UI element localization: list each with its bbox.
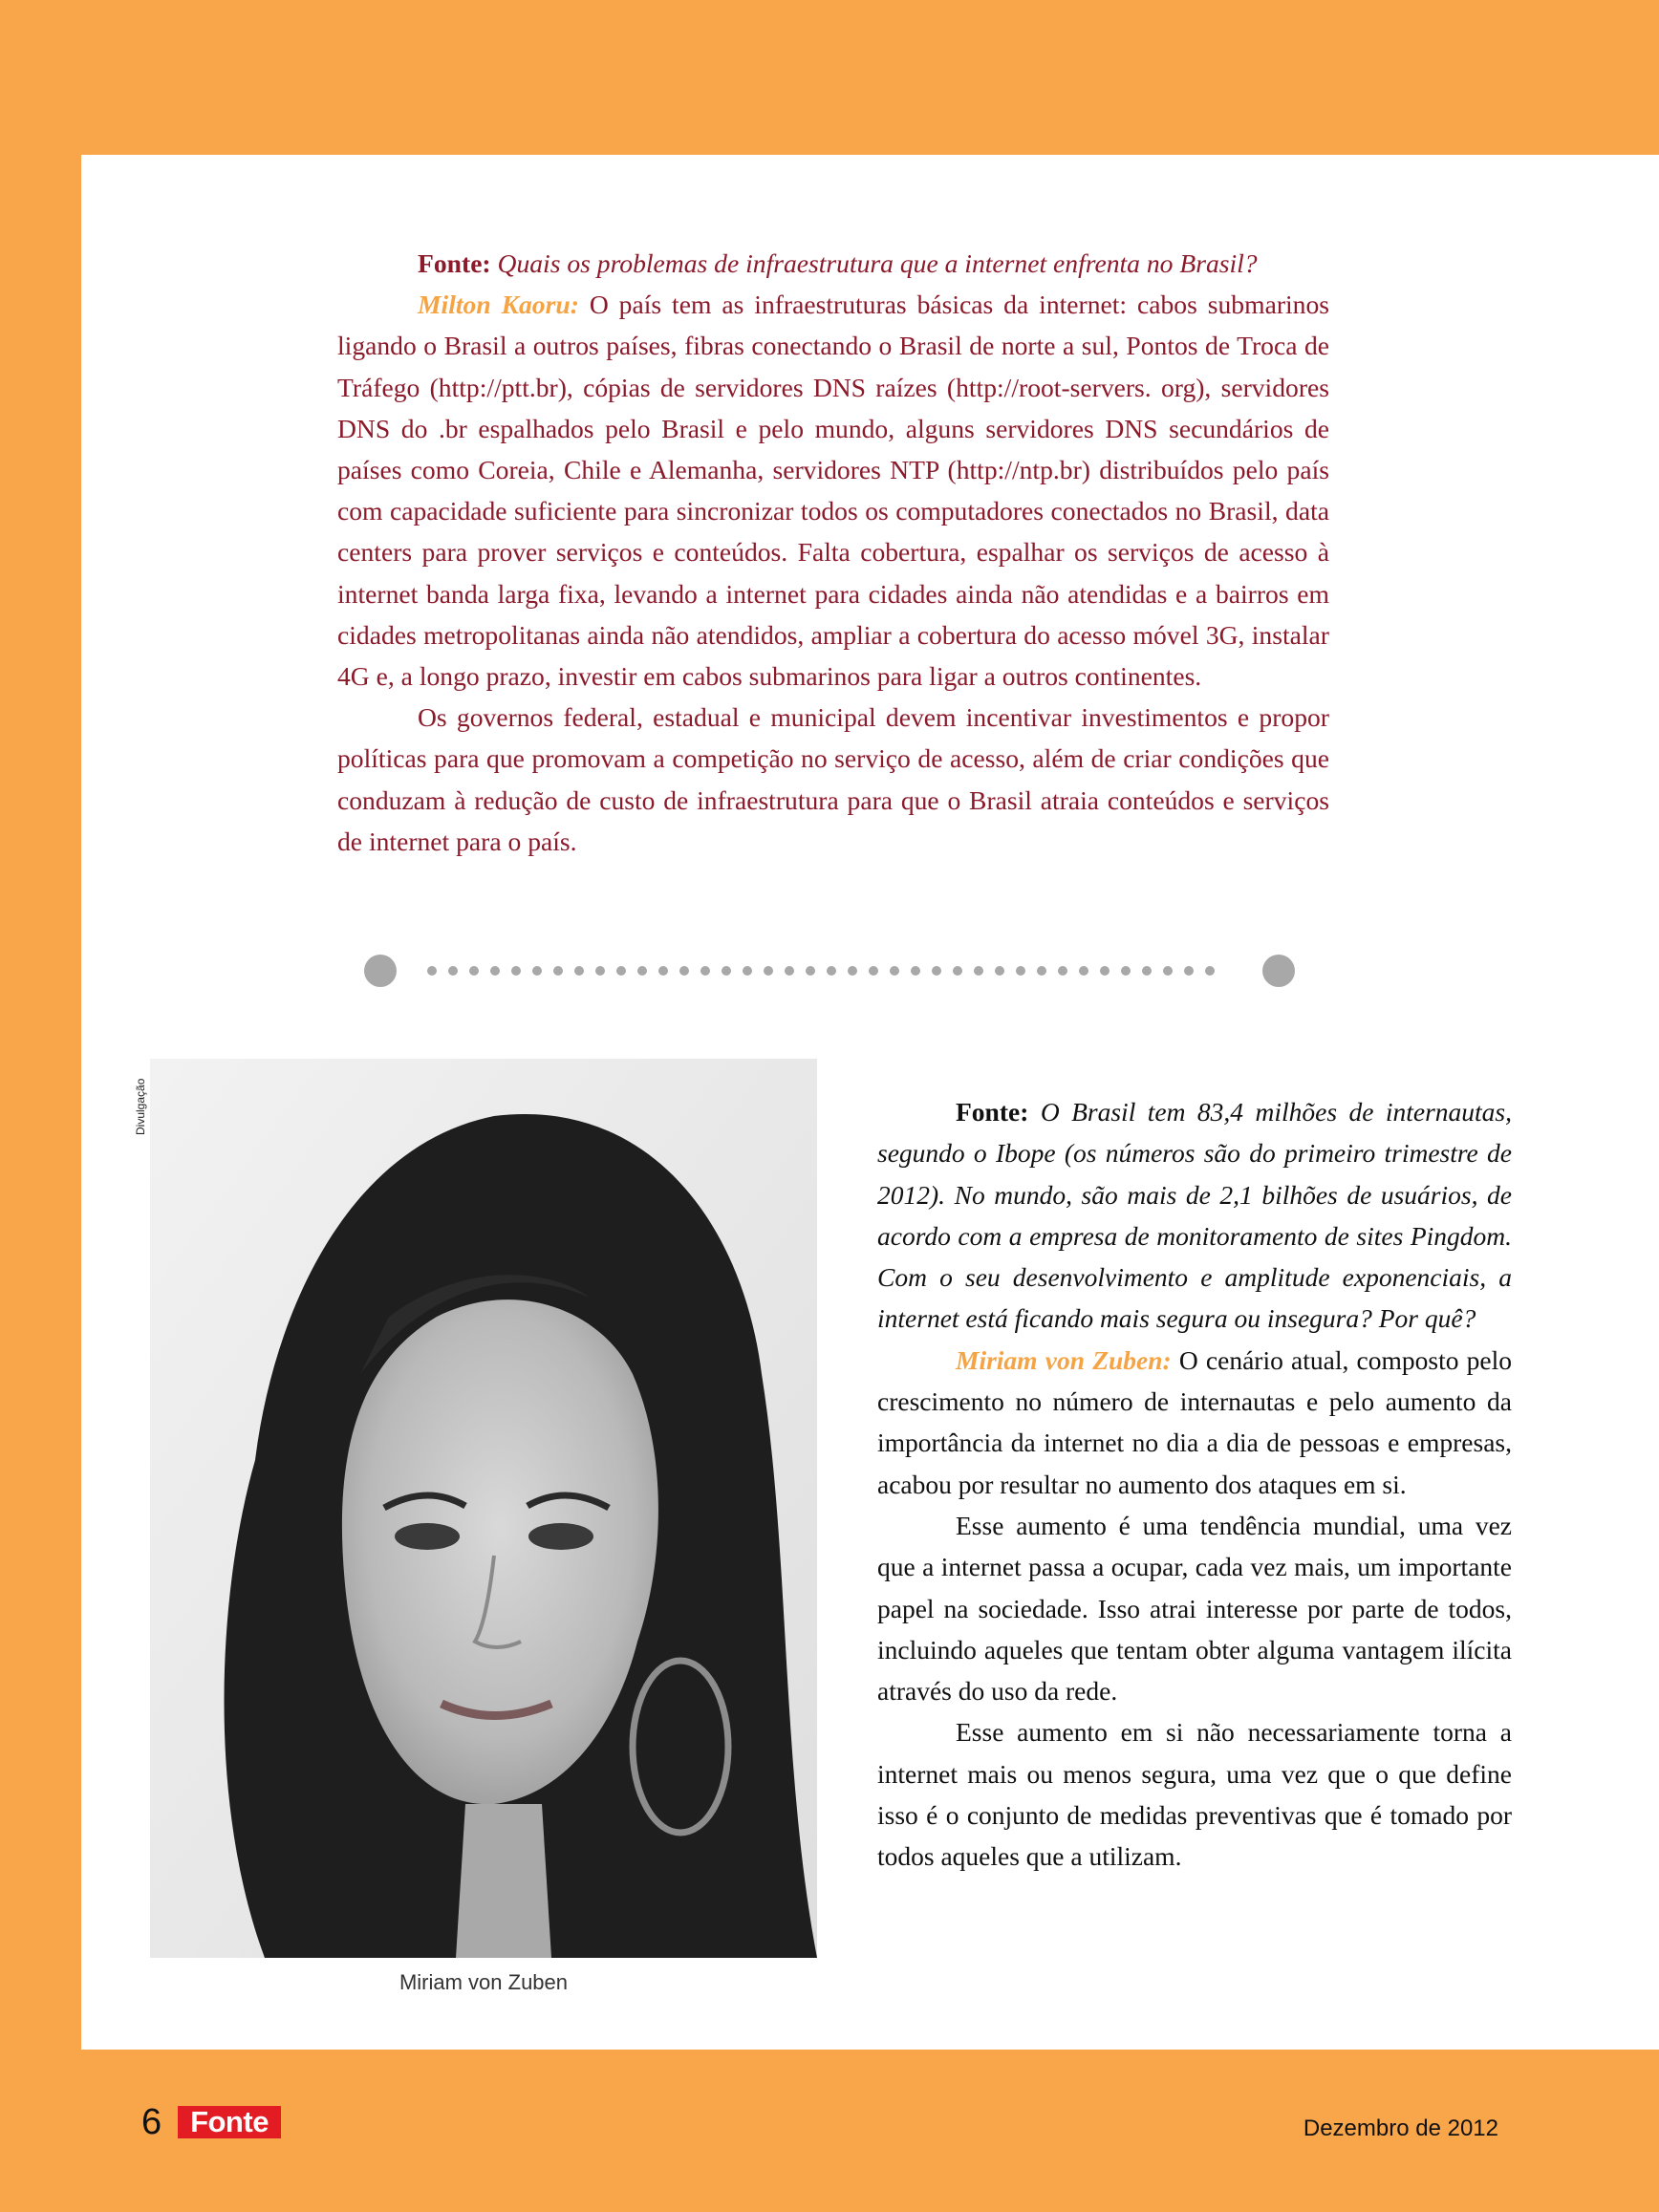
divider-dot <box>679 966 689 976</box>
photo-caption: Miriam von Zuben <box>399 1970 569 1994</box>
divider-dot <box>448 966 458 976</box>
question-label: Fonte: <box>956 1097 1029 1127</box>
divider-dot <box>637 966 647 976</box>
divider-dot <box>595 966 605 976</box>
interview-block-top <box>337 243 1329 862</box>
divider-dot <box>827 966 836 976</box>
question-label: Fonte: <box>418 248 491 278</box>
divider-dot <box>427 966 437 976</box>
speaker-name: Milton Kaoru: <box>418 290 579 320</box>
divider-dot <box>743 966 752 976</box>
answer-paragraph: Esse aumento em si não necessariamente torna a internet mais ou menos segura, uma vez que o que define isso é o conjunto de medidas preventivas que é tomado por todos aqueles que a utilizam. <box>877 1717 1512 1872</box>
answer-text: O país tem as infraestruturas básicas da internet: cabos submarinos ligando o Brasil a outros países, fibras conectando o Brasil de norte a sul, Pontos de Troca de Tráfego (http://ptt.br), cópias de servidores DNS raízes (http://root-servers. org), servidores DNS do .br espalhados pelo Brasil e pelo mundo, alguns servidores DNS secundários de países como Coreia, Chile e Alemanha, servidores NTP (http://ntp.br) distribuídos pelo país com capacidade suficiente para sincronizar todos os computadores conectados no Brasil, data centers para prover serviços e conteúdos. Falta cobertura, espalhar os serviços de acesso à internet banda larga fixa, levando a internet para cidades ainda não atendidas e a bairros em cidades metropolitanas ainda não atendidos, ampliar a cobertura do acesso móvel 3G, instalar 4G e, a longo prazo, investir em cabos submarinos para ligar a outros continentes. <box>337 290 1330 692</box>
divider-dot <box>1184 966 1194 976</box>
interview-block-bottom <box>877 1091 1512 1878</box>
question-paragraph <box>877 1091 1512 1340</box>
divider-dot <box>1037 966 1046 976</box>
divider-end-circle <box>1262 955 1295 987</box>
magazine-logo: Fonte <box>178 2106 281 2138</box>
divider-dot <box>785 966 794 976</box>
divider-end-circle <box>364 955 397 987</box>
answer-paragraph <box>877 1340 1512 1505</box>
divider-dot <box>658 966 668 976</box>
answer-text: O cenário atual, composto pelo crescimento no número de internautas e pelo aumento da importância da internet no dia a dia de pessoas e empresas, acabou por resultar no aumento dos ataques em si. <box>877 1344 1512 1499</box>
divider-dot <box>1100 966 1110 976</box>
question-paragraph <box>337 243 1329 284</box>
divider-dot <box>1163 966 1173 976</box>
answer-paragraph: Os governos federal, estadual e municipal devem incentivar investimentos e propor políticas para que promovam a competição no serviço de acesso, além de criar condições que conduzam à redução de custo de infraestrutura para que o Brasil atraia conteúdos e serviços de internet para o país. <box>337 702 1329 856</box>
divider-dot <box>974 966 983 976</box>
divider-dot <box>1205 966 1215 976</box>
divider-dot <box>1079 966 1088 976</box>
page-number: 6 <box>141 2102 162 2142</box>
answer-paragraph <box>337 284 1329 697</box>
divider-dot <box>953 966 962 976</box>
divider-dot <box>511 966 521 976</box>
divider-dot <box>469 966 479 976</box>
divider-dot <box>700 966 710 976</box>
speaker-name: Miriam von Zuben: <box>956 1344 1172 1375</box>
issue-date: Dezembro de 2012 <box>1303 2115 1498 2141</box>
divider-dots <box>427 966 1215 976</box>
divider-dot <box>1016 966 1025 976</box>
divider-dot <box>764 966 773 976</box>
divider-dot <box>848 966 857 976</box>
divider-dot <box>911 966 920 976</box>
photo-credit: Divulgação <box>134 1078 147 1135</box>
answer-paragraph: Esse aumento é uma tendência mundial, uma vez que a internet passa a ocupar, cada vez mais, um importante papel na sociedade. Isso atrai interesse por parte de todos, incluindo aqueles que tentam obter alguma vantagem ilícita através do uso da rede. <box>877 1510 1512 1707</box>
portrait-image <box>150 1059 817 1958</box>
divider-dot <box>553 966 563 976</box>
divider-dot <box>932 966 941 976</box>
divider-dot <box>890 966 899 976</box>
divider-dot <box>869 966 878 976</box>
divider-dot <box>722 966 731 976</box>
question-text: O Brasil tem 83,4 milhões de internautas, segundo o Ibope (os números são do primeiro trimestre de 2012). No mundo, são mais de 2,1 bilhões de usuários, de acordo com a empresa de monitoramento de sites Pingdom. Com o seu desenvolvimento e amplitude exponenciais, a internet está ficando mais segura ou insegura? Por quê? <box>877 1097 1512 1334</box>
divider-dot <box>806 966 815 976</box>
divider-dot <box>1058 966 1067 976</box>
question-text: Quais os problemas de infraestrutura que a internet enfrenta no Brasil? <box>497 248 1258 278</box>
divider-dot <box>616 966 626 976</box>
divider-dot <box>1121 966 1131 976</box>
divider-dot <box>995 966 1004 976</box>
dotted-divider <box>363 954 1300 988</box>
divider-dot <box>1142 966 1152 976</box>
divider-dot <box>532 966 542 976</box>
portrait-photo <box>150 1059 817 1958</box>
divider-dot <box>490 966 500 976</box>
divider-dot <box>574 966 584 976</box>
